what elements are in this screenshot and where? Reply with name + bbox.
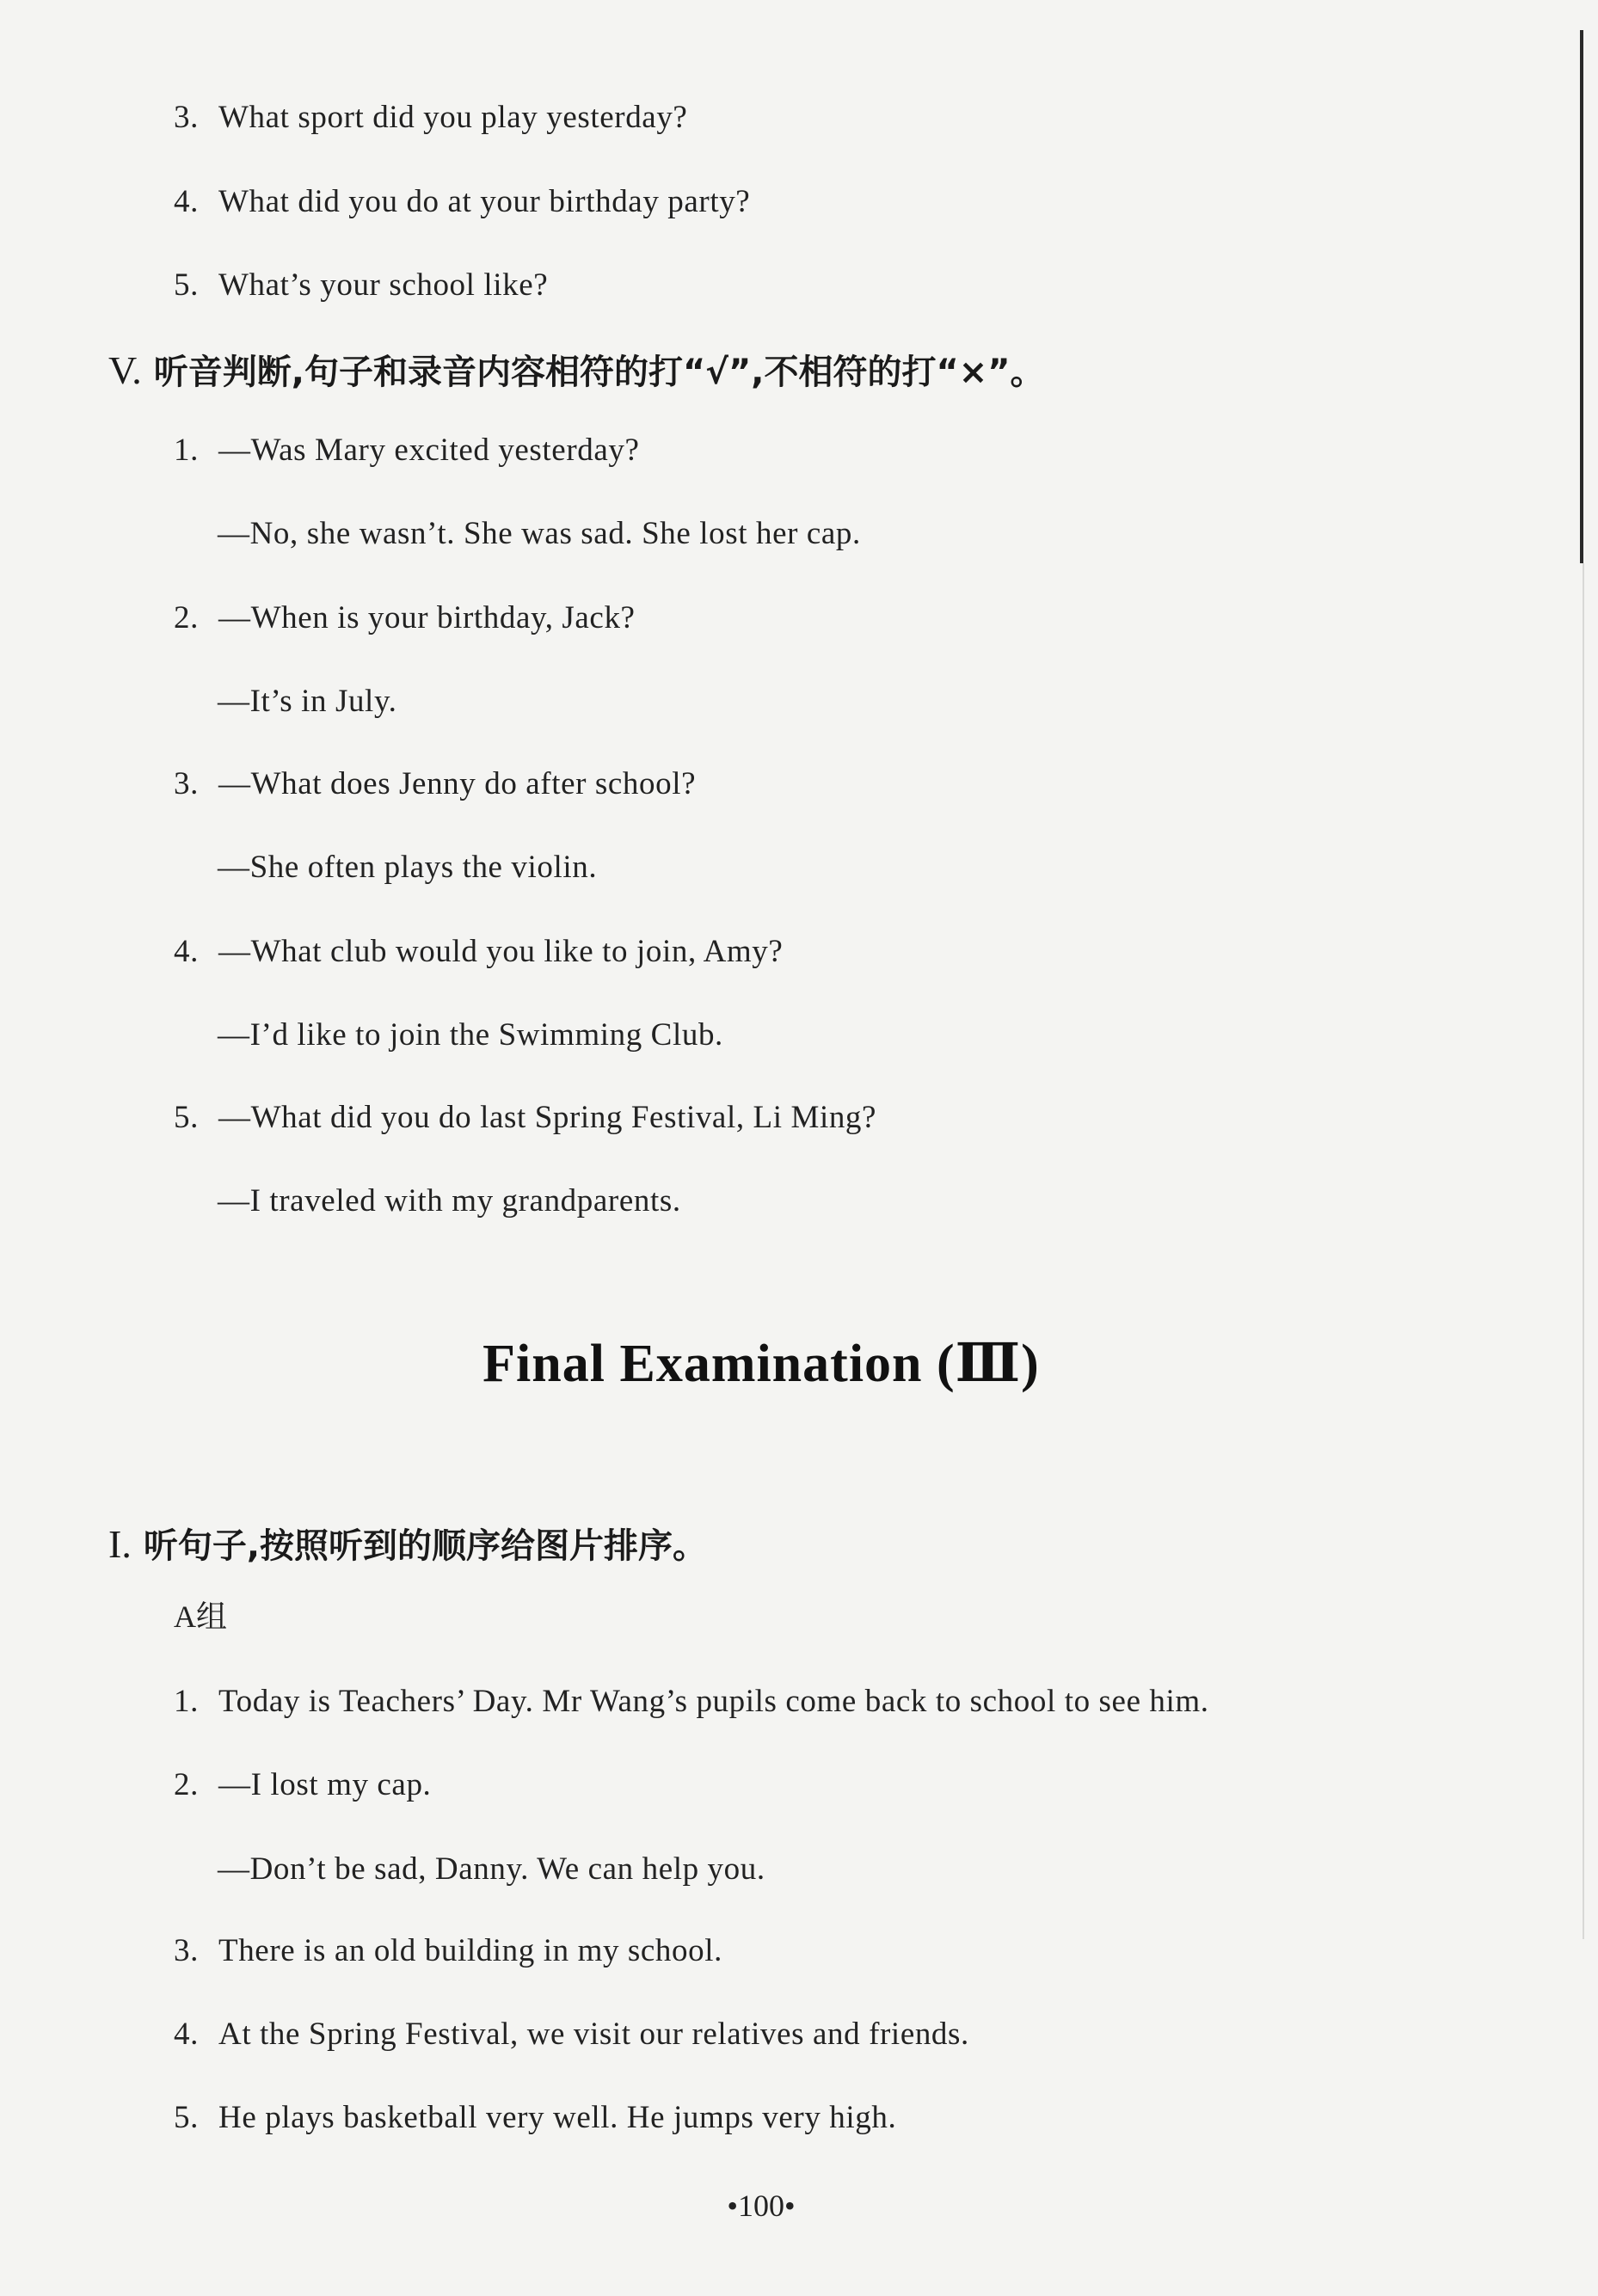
list-item: 4. At the Spring Festival, we visit our relatives and friends.: [174, 2017, 969, 2052]
list-item: 4. What did you do at your birthday party?: [174, 184, 751, 219]
question-line: 1. —Was Mary excited yesterday?: [174, 433, 640, 468]
exam-title: Final Examination (Ⅲ): [482, 1335, 1040, 1393]
question-line: 4. —What club would you like to join, Amy?: [174, 934, 784, 969]
question-line: 5. —What did you do last Spring Festival, Li Ming?: [174, 1100, 877, 1135]
answer-line: —She often plays the violin.: [218, 850, 598, 885]
list-item: 5. He plays basketball very well. He jumps very high.: [174, 2100, 897, 2135]
answer-line: —I’d like to join the Swimming Club.: [218, 1017, 723, 1053]
list-item: 1. Today is Teachers’ Day. Mr Wang’s pupils come back to school to see him.: [174, 1684, 1209, 1719]
answer-line: —It’s in July.: [218, 684, 397, 719]
group-label: A组: [174, 1599, 227, 1634]
page-binding-edge: [1580, 30, 1583, 563]
answer-line: —I traveled with my grandparents.: [218, 1183, 681, 1219]
list-item: 2. —I lost my cap.: [174, 1767, 432, 1802]
question-line: 3. —What does Jenny do after school?: [174, 766, 697, 801]
answer-line: —Don’t be sad, Danny. We can help you.: [218, 1851, 765, 1887]
list-item: 3. There is an old building in my school.: [174, 1933, 722, 1968]
section-v-heading: V. 听音判断,句子和录音内容相符的打“√”,不相符的打“×”。: [108, 348, 1045, 392]
question-line: 2. —When is your birthday, Jack?: [174, 600, 636, 635]
list-item: 3. What sport did you play yesterday?: [174, 100, 688, 135]
answer-line: —No, she wasn’t. She was sad. She lost her cap.: [218, 516, 861, 551]
list-item: 5. What’s your school like?: [174, 267, 549, 303]
page-shadow-edge: [1583, 563, 1584, 1939]
section-i-heading: I. 听句子,按照听到的顺序给图片排序。: [108, 1522, 708, 1566]
page-number: •100•: [727, 2189, 796, 2223]
